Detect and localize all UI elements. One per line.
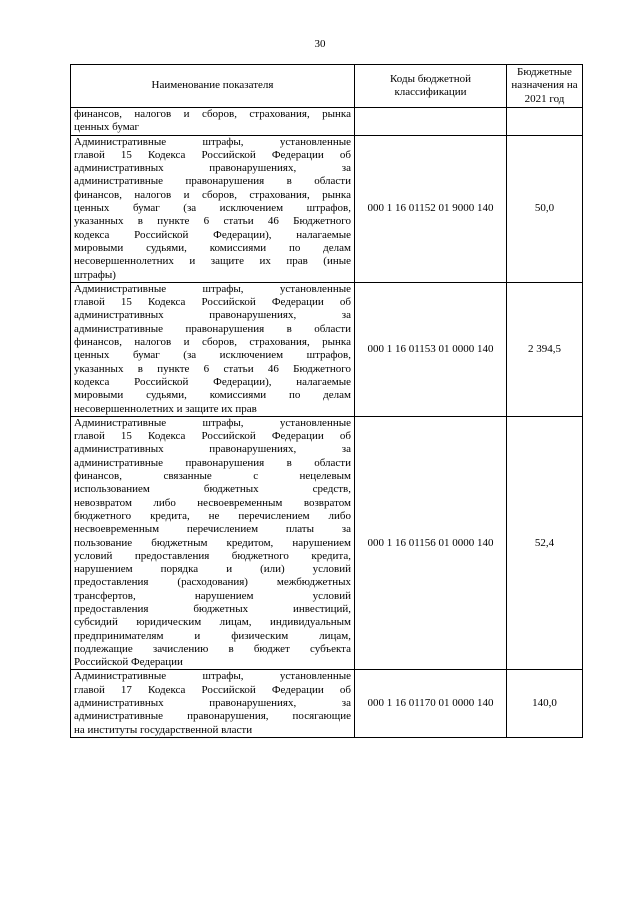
table-header-row: [71, 65, 583, 108]
indicator-name-line: предоставления бюджетных инвестиций,: [74, 602, 351, 615]
indicator-name-line: кодекса Российской Федерации), налагаемые: [74, 228, 351, 241]
indicator-name-line: Административные штрафы, установленные: [74, 416, 351, 429]
budget-amount-cell: [507, 108, 583, 136]
indicator-name-cell: [71, 282, 355, 416]
table-row: [71, 670, 583, 737]
indicator-name-line: бюджетного кредита, не перечислением либо: [74, 509, 351, 522]
indicator-name-line: административных правонарушениях, за: [74, 309, 351, 322]
budget-amount-cell: 52,4: [507, 416, 583, 670]
indicator-name-cell: [71, 670, 355, 737]
header-budget-amount: Бюджетные назначения на 2021 год: [507, 65, 583, 108]
indicator-name-line: использованием бюджетных средств,: [74, 483, 351, 496]
indicator-name-line: мировыми судьями, комиссиями по делам: [74, 241, 351, 254]
indicator-name-line: подлежащие зачислению в бюджет субъекта: [74, 642, 351, 655]
table-row: [71, 416, 583, 670]
budget-code-cell: 000 1 16 01170 01 0000 140: [355, 670, 507, 737]
indicator-name-line: ценных бумаг (за исключением штрафов,: [74, 349, 351, 362]
indicator-name-line: предоставления (расходования) межбюджетных: [74, 576, 351, 589]
budget-amount-cell: 50,0: [507, 135, 583, 282]
budget-code-cell: [355, 108, 507, 136]
indicator-name-line: главой 15 Кодекса Российской Федерации об: [74, 148, 351, 161]
table-row: [71, 282, 583, 416]
indicator-name-line: административные правонарушения в области: [74, 322, 351, 335]
indicator-name-line: пользование бюджетным кредитом, нарушением: [74, 536, 351, 549]
indicator-name-line: финансов, налогов и сборов, страхования, рынка: [74, 336, 351, 349]
budget-code-cell: 000 1 16 01156 01 0000 140: [355, 416, 507, 670]
budget-amount-cell: 2 394,5: [507, 282, 583, 416]
indicator-name-line: на институты государственной власти: [74, 723, 253, 736]
indicator-name-line: условий предоставления бюджетного кредита,: [74, 549, 351, 562]
indicator-name-line: главой 15 Кодекса Российской Федерации об: [74, 296, 351, 309]
indicator-name-line: субсидий юридическим лицам, индивидуальным: [74, 616, 351, 629]
indicator-name-line: главой 15 Кодекса Российской Федерации об: [74, 430, 351, 443]
indicator-name-line: главой 17 Кодекса Российской Федерации об: [74, 683, 351, 696]
table-row: [71, 135, 583, 282]
indicator-name-cell: [71, 416, 355, 670]
indicator-name-line: Российской Федерации: [74, 656, 183, 669]
indicator-name-line: указанных в пункте 6 статьи 46 Бюджетного: [74, 362, 351, 375]
indicator-name-cell: [71, 135, 355, 282]
indicator-name-line: указанных в пункте 6 статьи 46 Бюджетного: [74, 215, 351, 228]
page-number: 30: [314, 38, 326, 50]
table-row: [71, 108, 583, 136]
budget-code-cell: 000 1 16 01152 01 9000 140: [355, 135, 507, 282]
indicator-name-line: Административные штрафы, установленные: [74, 670, 351, 683]
indicator-name-line: ценных бумаг (за исключением штрафов,: [74, 202, 351, 215]
table-body: [71, 108, 583, 738]
indicator-name-line: административных правонарушениях, за: [74, 443, 351, 456]
budget-table: [70, 64, 583, 738]
indicator-name-line: несовершеннолетних и защите их прав: [74, 402, 257, 415]
indicator-name-line: финансов, связанные с нецелевым: [74, 470, 351, 483]
indicator-name-line: Административные штрафы, установленные: [74, 282, 351, 295]
indicator-name-cell: [71, 108, 355, 136]
indicator-name-line: ценных бумаг: [74, 121, 139, 134]
indicator-name-line: трансфертов, нарушением условий: [74, 589, 351, 602]
indicator-name-line: несвоевременным перечислением платы за: [74, 523, 351, 536]
indicator-name-line: предпринимателям и физическим лицам,: [74, 629, 351, 642]
indicator-name-line: административных правонарушениях, за: [74, 162, 351, 175]
header-indicator-name: Наименование показателя: [71, 65, 355, 108]
budget-amount-cell: 140,0: [507, 670, 583, 737]
indicator-name-line: финансов, налогов и сборов, страхования, рынка: [74, 108, 351, 120]
budget-code-cell: 000 1 16 01153 01 0000 140: [355, 282, 507, 416]
indicator-name-line: штрафы): [74, 268, 116, 281]
indicator-name-line: административные правонарушения в области: [74, 456, 351, 469]
indicator-name-line: невозвратом либо несвоевременным возвратом: [74, 496, 351, 509]
header-budget-code: Коды бюджетной классификации: [355, 65, 507, 108]
indicator-name-line: мировыми судьями, комиссиями по делам: [74, 389, 351, 402]
indicator-name-line: несовершеннолетних и защите их прав (иные: [74, 255, 351, 268]
indicator-name-line: Административные штрафы, установленные: [74, 135, 351, 148]
indicator-name-line: административных правонарушениях, за: [74, 697, 351, 710]
indicator-name-line: нарушением порядка и (или) условий: [74, 563, 351, 576]
indicator-name-line: административные правонарушения в области: [74, 175, 351, 188]
indicator-name-line: кодекса Российской Федерации), налагаемые: [74, 375, 351, 388]
indicator-name-line: финансов, налогов и сборов, страхования, рынка: [74, 188, 351, 201]
indicator-name-line: административные правонарушения, посягающие: [74, 710, 351, 723]
